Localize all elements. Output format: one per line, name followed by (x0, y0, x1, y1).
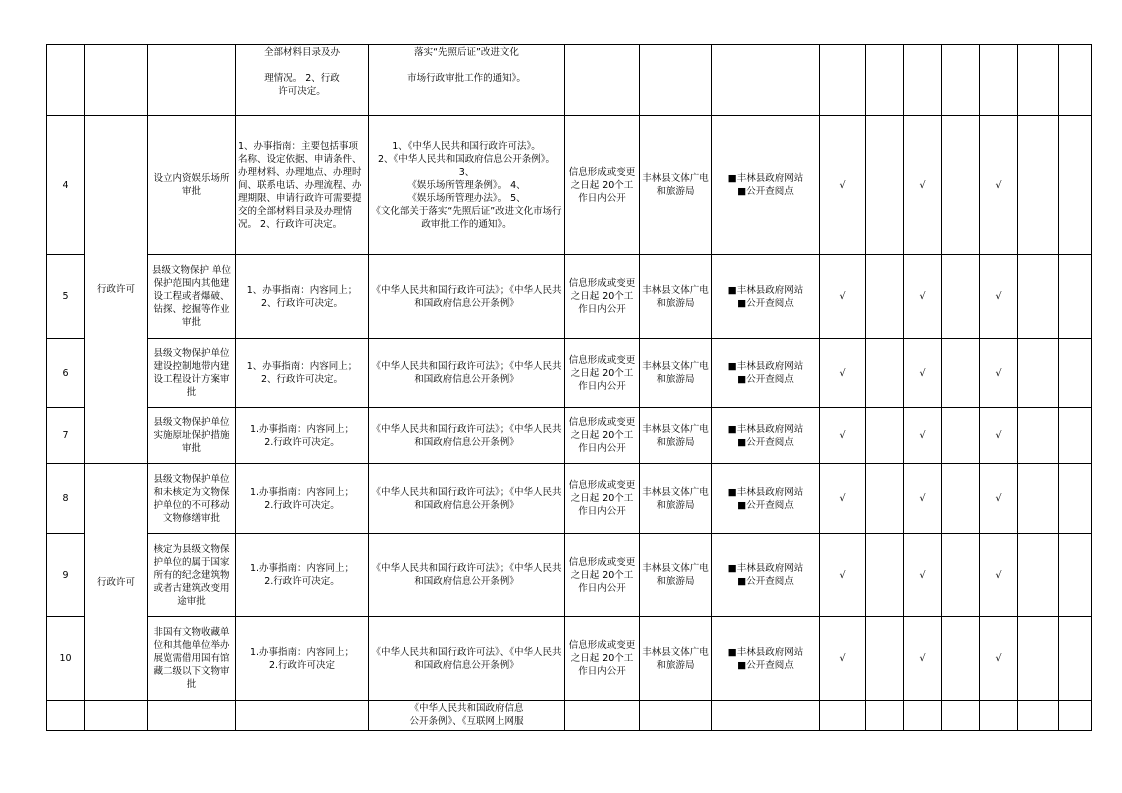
mark-cell (866, 408, 904, 464)
mark-cell: √ (820, 408, 866, 464)
mark-cell: √ (904, 464, 942, 534)
table-row-partial-bottom (47, 701, 1092, 731)
mark-cell: √ (980, 255, 1018, 339)
mark-cell (942, 255, 980, 339)
no-cell: 8 (47, 464, 85, 534)
basis-cell: 《中华人民共和国行政许可法》；《中华人民共和国政府信息公开条例》 (369, 339, 565, 408)
mark-cell (942, 701, 980, 731)
no-cell: 5 (47, 255, 85, 339)
table-row (47, 339, 1092, 408)
mark-cell (1018, 617, 1059, 701)
time-cell: 信息形成或变更之日起 20个工作日内公开 (565, 255, 640, 339)
guide-cell: 1.办事指南：内容同上； 2.行政许可决定 (236, 617, 369, 701)
mark-cell: √ (820, 116, 866, 255)
basis-cell: 《中华人民共和国行政许可法》；《中华人民共和国政府信息公开条例》 (369, 255, 565, 339)
mark-cell: √ (980, 116, 1018, 255)
no-cell: 7 (47, 408, 85, 464)
mark-cell: √ (980, 408, 1018, 464)
mark-cell (866, 464, 904, 534)
subject-cell (640, 701, 712, 731)
basis-cell: 《中华人民共和国行政许可法》；《中华人民共和国政府信息公开条例》 (369, 464, 565, 534)
mark-cell (1059, 116, 1092, 255)
mark-cell: √ (820, 534, 866, 617)
mark-cell: √ (980, 339, 1018, 408)
item-cell: 设立内资娱乐场所审批 (148, 116, 236, 255)
table-row (47, 617, 1092, 701)
table-row (47, 408, 1092, 464)
mark-cell (866, 116, 904, 255)
mark-cell (942, 534, 980, 617)
mark-cell (980, 701, 1018, 731)
subject-cell: 丰林县文体广电和旅游局 (640, 534, 712, 617)
subject-cell: 丰林县文体广电和旅游局 (640, 408, 712, 464)
mark-cell (1059, 255, 1092, 339)
mark-cell: √ (904, 408, 942, 464)
mark-cell (866, 701, 904, 731)
mark-cell (866, 534, 904, 617)
item-cell: 非国有文物收藏单位和其他单位举办展览需借用国有馆藏二级以下文物审批 (148, 617, 236, 701)
channel-cell: ■丰林县政府网站 ■公开查阅点 (712, 534, 820, 617)
mark-cell (942, 116, 980, 255)
mark-cell: √ (980, 534, 1018, 617)
mark-cell (1018, 45, 1059, 116)
time-cell: 信息形成或变更之日起 20个工作日内公开 (565, 339, 640, 408)
item-cell: 县级文物保护单位实施原址保护措施审批 (148, 408, 236, 464)
mark-cell (1018, 255, 1059, 339)
mark-cell: √ (904, 534, 942, 617)
mark-cell (1018, 339, 1059, 408)
time-cell: 信息形成或变更之日起 20个工作日内公开 (565, 408, 640, 464)
mark-cell (1059, 45, 1092, 116)
category-cell: 行政许可 (85, 464, 148, 701)
no-cell: 6 (47, 339, 85, 408)
no-cell: 9 (47, 534, 85, 617)
mark-cell (1059, 339, 1092, 408)
mark-cell: √ (904, 116, 942, 255)
mark-cell (942, 408, 980, 464)
item-cell: 县级文物保护 单位保护范围内其他建设工程或者爆破、钻探、挖掘等作业审批 (148, 255, 236, 339)
channel-cell (712, 45, 820, 116)
no-cell (47, 45, 85, 116)
basis-cell: 《中华人民共和国行政许可法》、《中华人民共和国政府信息公开条例》 (369, 617, 565, 701)
time-cell (565, 45, 640, 116)
mark-cell (1059, 464, 1092, 534)
mark-cell (942, 617, 980, 701)
mark-cell (980, 45, 1018, 116)
mark-cell (1059, 534, 1092, 617)
table-row (47, 534, 1092, 617)
no-cell: 10 (47, 617, 85, 701)
category-cell (85, 701, 148, 731)
mark-cell (866, 255, 904, 339)
subject-cell (640, 45, 712, 116)
mark-cell (1018, 464, 1059, 534)
channel-cell: ■丰林县政府网站 ■公开查阅点 (712, 464, 820, 534)
table-row-partial-top (47, 45, 1092, 116)
item-cell: 县级文物保护单位建设控制地带内建设工程设计方案审批 (148, 339, 236, 408)
category-cell: 行政许可 (85, 116, 148, 464)
basis-cell: 《中华人民共和国政府信息 公开条例》、《互联网上网服 (369, 701, 565, 731)
channel-cell: ■丰林县政府网站 ■公开查阅点 (712, 339, 820, 408)
table-row (47, 116, 1092, 255)
mark-cell (1059, 617, 1092, 701)
mark-cell (904, 701, 942, 731)
subject-cell: 丰林县文体广电和旅游局 (640, 255, 712, 339)
mark-cell (1018, 534, 1059, 617)
no-cell (47, 701, 85, 731)
guide-cell (236, 701, 369, 731)
mark-cell: √ (980, 464, 1018, 534)
mark-cell: √ (980, 617, 1018, 701)
guide-cell: 全部材料目录及办 理情况。 2、行政 许可决定。 (236, 45, 369, 116)
channel-cell: ■丰林县政府网站 ■公开查阅点 (712, 408, 820, 464)
guide-cell: 1.办事指南：内容同上； 2.行政许可决定。 (236, 464, 369, 534)
table-row (47, 464, 1092, 534)
guide-cell: 1、办事指南：主要包括事项名称、设定依据、申请条件、办理材料、办理地点、办理时间、联系电话、办理流程、办理期限、申请行政许可需要提交的全部材料目录及办理情况。 2、行政许可决定。 (236, 116, 369, 255)
mark-cell: √ (904, 339, 942, 408)
time-cell: 信息形成或变更之日起 20个工作日内公开 (565, 116, 640, 255)
time-cell: 信息形成或变更之日起 20个工作日内公开 (565, 464, 640, 534)
table-row (47, 255, 1092, 339)
mark-cell: √ (820, 255, 866, 339)
mark-cell (866, 339, 904, 408)
time-cell: 信息形成或变更之日起 20个工作日内公开 (565, 534, 640, 617)
mark-cell (1018, 701, 1059, 731)
subject-cell: 丰林县文体广电和旅游局 (640, 339, 712, 408)
basis-cell: 落实“先照后证”改进文化 市场行政审批工作的通知》。 (369, 45, 565, 116)
no-cell: 4 (47, 116, 85, 255)
mark-cell (1018, 408, 1059, 464)
mark-cell (904, 45, 942, 116)
mark-cell (942, 464, 980, 534)
mark-cell (1059, 701, 1092, 731)
guide-cell: 1.办事指南：内容同上； 2.行政许可决定。 (236, 408, 369, 464)
mark-cell: √ (904, 617, 942, 701)
time-cell: 信息形成或变更之日起 20个工作日内公开 (565, 617, 640, 701)
channel-cell: ■丰林县政府网站 ■公开查阅点 (712, 617, 820, 701)
mark-cell (866, 45, 904, 116)
basis-cell: 《中华人民共和国行政许可法》；《中华人民共和国政府信息公开条例》 (369, 534, 565, 617)
mark-cell (942, 45, 980, 116)
guide-cell: 1.办事指南：内容同上； 2.行政许可决定。 (236, 534, 369, 617)
mark-cell (942, 339, 980, 408)
item-cell: 核定为县级文物保护单位的属于国家所有的纪念建筑物或者古建筑改变用途审批 (148, 534, 236, 617)
basis-cell: 1、《中华人民共和国行政许可法》。 2、《中华人民共和国政府信息公开条例》。 3、 《娱乐场所管理条例》。 4、 《娱乐场所管理办法》。 5、 《文化部关于落实“先照后证”改进文化市场行政审批工作的通知》。 (369, 116, 565, 255)
time-cell (565, 701, 640, 731)
item-cell (148, 45, 236, 116)
channel-cell: ■丰林县政府网站 ■公开查阅点 (712, 116, 820, 255)
channel-cell: ■丰林县政府网站 ■公开查阅点 (712, 255, 820, 339)
guide-cell: 1、办事指南：内容同上； 2、行政许可决定。 (236, 339, 369, 408)
item-cell (148, 701, 236, 731)
basis-cell: 《中华人民共和国行政许可法》；《中华人民共和国政府信息公开条例》 (369, 408, 565, 464)
mark-cell: √ (820, 339, 866, 408)
mark-cell (1018, 116, 1059, 255)
mark-cell (866, 617, 904, 701)
subject-cell: 丰林县文体广电和旅游局 (640, 116, 712, 255)
mark-cell (820, 45, 866, 116)
subject-cell: 丰林县文体广电和旅游局 (640, 617, 712, 701)
item-cell: 县级文物保护单位和未核定为文物保护单位的不可移动文物修缮审批 (148, 464, 236, 534)
mark-cell: √ (820, 617, 866, 701)
mark-cell (820, 701, 866, 731)
disclosure-table (46, 44, 1092, 731)
mark-cell (1059, 408, 1092, 464)
subject-cell: 丰林县文体广电和旅游局 (640, 464, 712, 534)
guide-cell: 1、办事指南：内容同上； 2、行政许可决定。 (236, 255, 369, 339)
mark-cell: √ (904, 255, 942, 339)
channel-cell (712, 701, 820, 731)
category-cell (85, 45, 148, 116)
mark-cell: √ (820, 464, 866, 534)
